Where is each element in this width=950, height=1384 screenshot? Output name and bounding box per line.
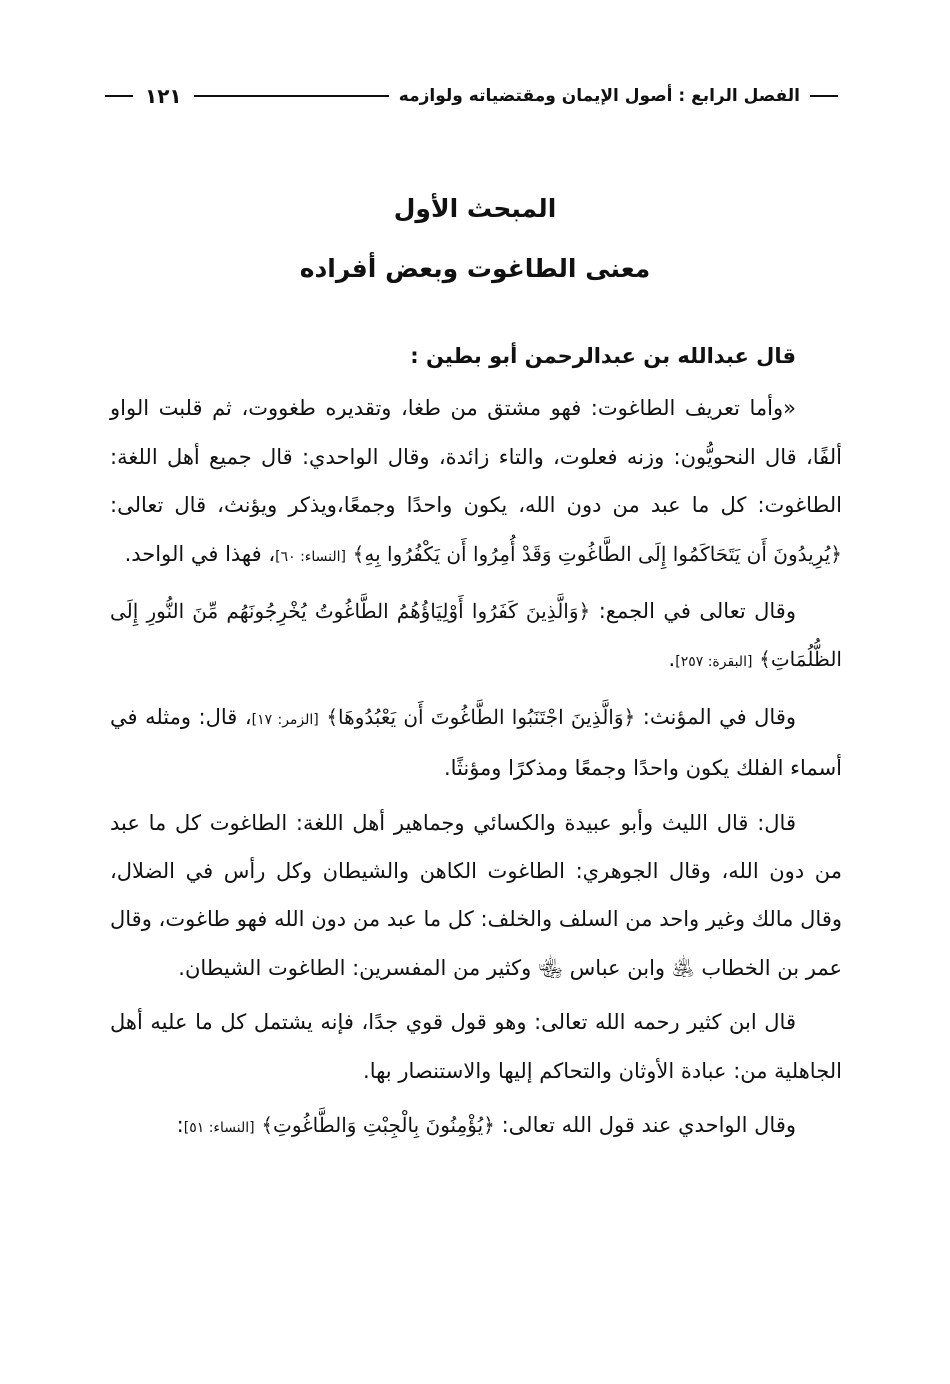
p6-text-b: : xyxy=(176,1113,184,1138)
header-dash-left xyxy=(105,95,133,97)
paragraph-5: قال ابن كثير رحمه الله تعالى: وهو قول قوي جدًا، فإنه يشتمل كل ما عليه أهل الجاهلية من: عبادة الأوثان والتحاكم إليها والاستنصار بها. xyxy=(110,1010,842,1083)
p1-quran-verse: ﴿يُرِيدُونَ أَن يَتَحَاكَمُوا إِلَى الطَّاغُوتِ وَقَدْ أُمِرُوا أَن يَكْفُرُوا بِهِ﴾ xyxy=(352,541,842,566)
p1-text-b: ، فهذا في الواحد. xyxy=(124,541,276,566)
section-title: المبحث الأول xyxy=(393,194,557,223)
paragraph-3 xyxy=(110,693,842,793)
p6-verse-ref: [النساء: ٥١] xyxy=(183,1120,255,1137)
p3-text-a: وقال في المؤنث: xyxy=(642,704,796,729)
p6-quran-verse: ﴿يُؤْمِنُونَ بِالْجِبْتِ وَالطَّاغُوتِ﴾ xyxy=(261,1113,495,1138)
p2-text-a: وقال تعالى في الجمع: xyxy=(598,599,796,624)
p2-text-b: . xyxy=(668,647,676,672)
p3-text-b: ، قال: ومثله في أسماء الفلك يكون واحدًا وجمعًا ومذكرًا ومؤنثًا. xyxy=(110,704,842,781)
header-dash-right xyxy=(810,95,838,97)
p2-quran-verse: ﴿وَالَّذِينَ كَفَرُوا أَوْلِيَاؤُهُمُ الطَّاغُوتُ يُخْرِجُونَهُم مِّنَ النُّورِ إِلَى الظُّلُمَاتِ﴾ xyxy=(110,599,842,672)
body-text xyxy=(110,332,842,1159)
chapter-title: الفصل الرابع : أصول الإيمان ومقتضياته ولوازمه xyxy=(398,86,800,106)
p3-verse-ref: [الزمر: ١٧] xyxy=(251,711,319,728)
p3-quran-verse: ﴿وَالَّذِينَ اجْتَنَبُوا الطَّاغُوتَ أَن يَعْبُدُوهَا﴾ xyxy=(326,704,636,729)
section-subtitle: معنى الطاغوت وبعض أفراده xyxy=(299,254,651,283)
paragraph-6 xyxy=(110,1101,842,1152)
running-header xyxy=(105,80,838,112)
header-rule xyxy=(194,95,389,97)
p6-text-a: وقال الواحدي عند قول الله تعالى: xyxy=(501,1113,796,1138)
paragraph-2 xyxy=(110,587,842,687)
paragraph-4: قال: قال الليث وأبو عبيدة والكسائي وجماهير أهل اللغة: الطاغوت كل ما عبد من دون الله، وقال الجوهري: الطاغوت الكاهن والشيطان وكل رأس في الضلال، وقال مالك وغير واحد من السلف والخلف: كل ما عبد من دون الله فهو طاغوت، وقال عمر بن الخطاب ﵁ وابن عباس ﵄ وكثير من المفسرين: الطاغوت الشيطان. xyxy=(110,810,842,980)
paragraph-1 xyxy=(110,384,842,581)
p2-verse-ref: [البقرة: ٢٥٧] xyxy=(675,654,753,671)
intro-line: قال عبدالله بن عبدالرحمن أبو بطين : xyxy=(410,344,796,368)
page-number: ١٢١ xyxy=(145,84,182,108)
p1-verse-ref: [النساء: ٦٠] xyxy=(275,548,346,565)
p1-text-a: «وأما تعريف الطاغوت: فهو مشتق من طغا، وتقديره طغووت، ثم قلبت الواو ألفًا، قال النحويُّون: وزنه فعلوت، والتاء زائدة، وقال الواحدي: قال جميع أهل اللغة: الطاغوت: كل ما عبد من دون الله، يكون واحدًا وجمعًا،ويذكر ويؤنث، قال تعالى: xyxy=(110,396,842,518)
